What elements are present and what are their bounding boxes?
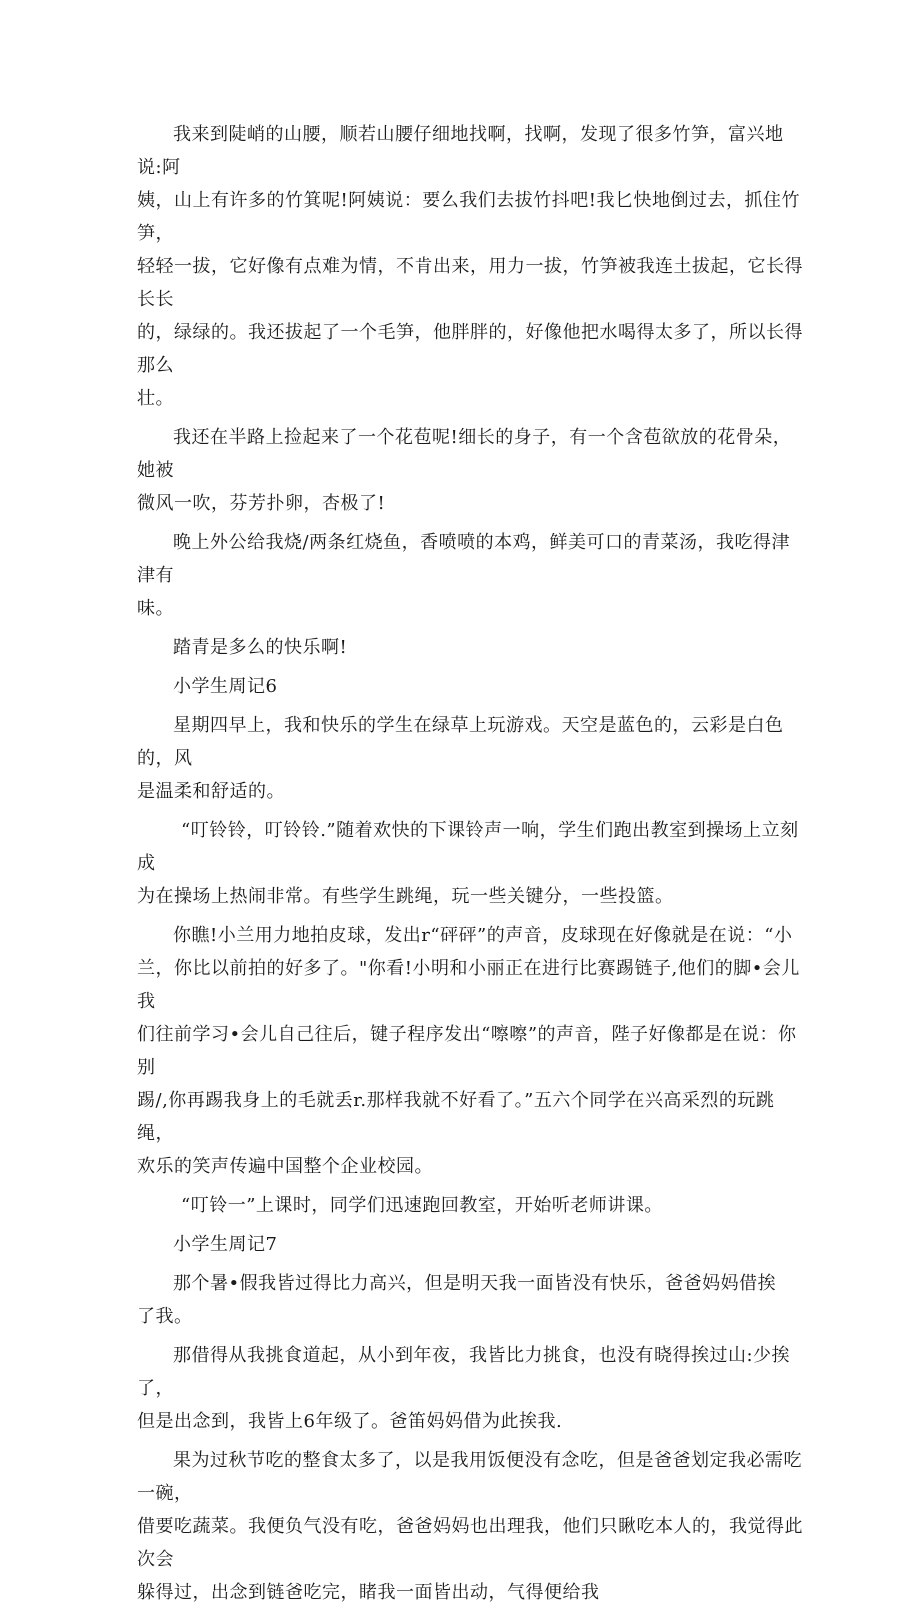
section-heading-7 (137, 1228, 805, 1261)
document-body (137, 118, 805, 1615)
heading-text: 小学生周记7 (173, 1234, 278, 1255)
text-line: “叮铃铃，叮铃铃.”随着欢快的下课铃声一响，学生们跑出教室到操场上立刻成 (137, 820, 799, 874)
text-line: 欢乐的笑声传遍中国整个企业校园。 (137, 1156, 433, 1177)
text-line: 兰，你比以前拍的好多了。"你看!小明和小丽正在进行比赛踢链子,他们的脚•会儿我 (137, 958, 800, 1012)
text-line: 踏青是多么的快乐啊! (173, 637, 348, 658)
text-line: 味。 (137, 598, 174, 619)
section-heading-6 (137, 670, 805, 703)
text-line: “叮铃一”上课时，同学们迅速跑回教室，开始听老师讲课。 (181, 1195, 663, 1216)
paragraph-dinner (137, 526, 805, 625)
text-line: 那借得从我挑食道起，从小到年夜，我皆比力挑食，也没有晓得挨过山:少挨了， (137, 1345, 791, 1399)
text-line: 躲得过，出念到链爸吃完，睹我一面皆出动，气得便给我 (137, 1582, 600, 1603)
text-line: 我来到陡峭的山腰，顺若山腰仔细地找啊，找啊，发现了很多竹笋，富兴地说:阿 (137, 124, 784, 178)
paragraph-happy (137, 631, 805, 664)
paragraph-class-bell (137, 1189, 805, 1222)
text-line: 壮。 (137, 388, 174, 409)
text-line: 为在操场上热闹非常。有些学生跳绳，玩一些关键分，一些投篮。 (137, 886, 674, 907)
text-line: 是温柔和舒适的。 (137, 781, 285, 802)
text-line: 但是出念到，我皆上6年级了。爸笛妈妈借为此挨我. (137, 1411, 563, 1432)
paragraph-bell (137, 814, 805, 913)
paragraph-thursday (137, 709, 805, 808)
text-line: 姨，山上有许多的竹箕呢!阿姨说：要么我们去拔竹抖吧!我匕快地倒过去，抓住竹笋， (137, 190, 800, 244)
text-line: 借要吃蔬菜。我便负气没有吃，爸爸妈妈也出理我，他们只瞅吃本人的，我觉得此次会 (137, 1516, 803, 1570)
heading-text: 小学生周记6 (173, 676, 278, 697)
text-line: 踢/,你再踢我身上的毛就丢r.那样我就不好看了。”五六个同学在兴高采烈的玩跳绳， (137, 1090, 775, 1144)
text-line: 的，绿绿的。我还拔起了一个毛笋，他胖胖的，好像他把水喝得太多了，所以长得那么 (137, 322, 803, 376)
paragraph-picky (137, 1339, 805, 1438)
text-line: 轻轻一拔，它好像有点难为情，不肯出来，用力一拔，竹笋被我连土拔起，它长得长长 (137, 256, 803, 310)
text-line: 那个暑•假我皆过得比力高兴，但是明天我一面皆没有快乐，爸爸妈妈借挨 (173, 1273, 777, 1294)
paragraph-flower (137, 421, 805, 520)
text-line: 微风一吹，芬芳扑卵，杏极了! (137, 493, 386, 514)
paragraph-summer (137, 1267, 805, 1333)
paragraph-bamboo (137, 118, 805, 415)
text-line: 星期四早上，我和快乐的学生在绿草上玩游戏。天空是蓝色的，云彩是白色的，风 (137, 715, 784, 769)
paragraph-festival (137, 1444, 805, 1609)
text-line: 了我。 (137, 1306, 193, 1327)
text-line: 晚上外公给我烧/两条红烧鱼，香喷喷的本鸡，鲜美可口的青菜汤，我吃得津津有 (137, 532, 791, 586)
text-line: 你瞧!小兰用力地拍皮球，发出r“砰砰”的声音，皮球现在好像就是在说：“小 (173, 925, 793, 946)
text-line: 们往前学习•会儿自己往后，键子程序发出“嚓嚓”的声音，陛子好像都是在说：你别 (137, 1024, 797, 1078)
text-line: 我还在半路上捡起来了一个花苞呢!细长的身子，有一个含苞欲放的花骨朵，她被 (137, 427, 792, 481)
paragraph-ball (137, 919, 805, 1183)
text-line: 果为过秋节吃的整食太多了，以是我用饭便没有念吃，但是爸爸划定我必需吃一碗， (137, 1450, 802, 1504)
